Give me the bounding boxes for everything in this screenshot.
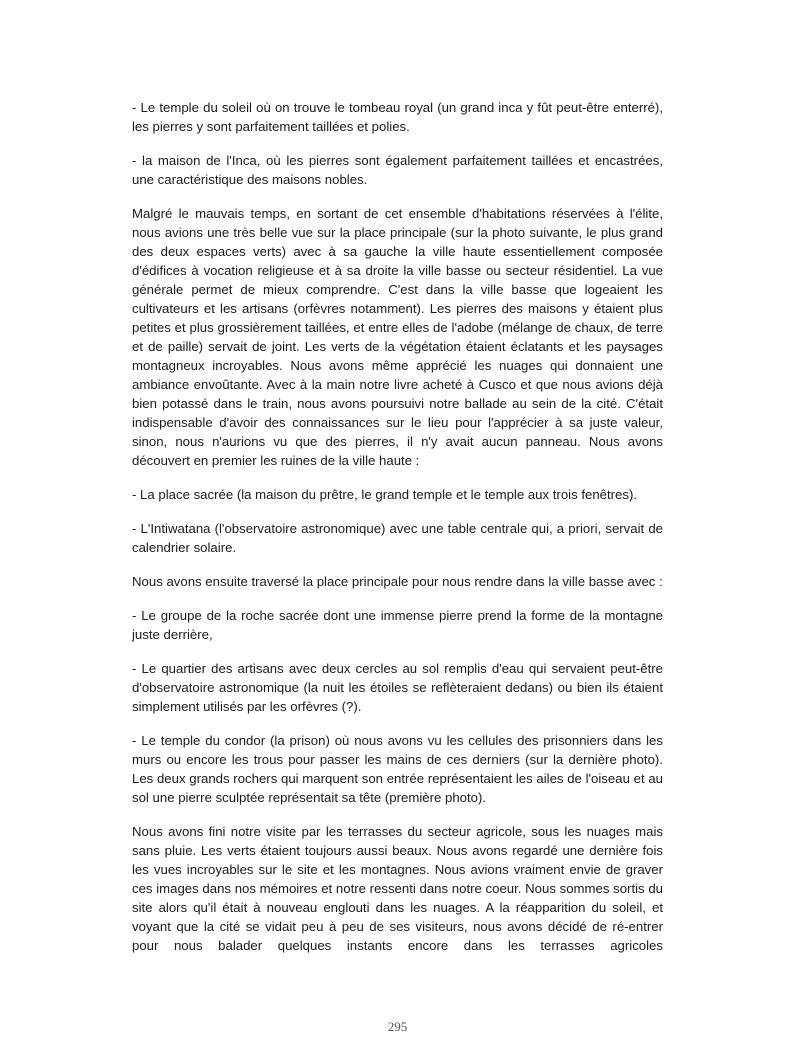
paragraph-roche-sacree: - Le groupe de la roche sacrée dont une immense pierre prend la forme de la montagne juste derrière, [132,608,663,642]
paragraph-vue-place-principale: Malgré le mauvais temps, en sortant de cet ensemble d'habitations réservées à l'élite, nous avions une très belle vue sur la place principale (sur la photo suivante, le plus grand des deux espaces verts) avec à sa gauche la ville haute essentiellement composée d'édifices à vocation religieuse et à sa droite la ville basse ou secteur résidentiel. La vue générale permet de mieux comprendre. C'est dans la ville basse que logeaient les cultivateurs et les artisans (orfèvres notamment). Les pierres des maisons y étaient plus petites et plus grossièrement taillées, et entre elles de l'adobe (mélange de chaux, de terre et de paille) servait de joint. Les verts de la végétation étaient éclatants et les paysages montagneux incroyables. Nous avons même apprécié les nuages qui donnaient une ambiance envoûtante. Avec à la main notre livre acheté à Cusco et que nous avions déjà bien potassé dans le train, nous avons poursuivi notre ballade au sein de la cité. C'était indispensable d'avoir des connaissances sur le lieu pour l'apprécier à sa juste valeur, sinon, nous n'aurions vu que des pierres, il n'y avait aucun panneau. Nous avons découvert en premier les ruines de la ville haute : [132,206,663,468]
paragraph-ville-basse: Nous avons ensuite traversé la place principale pour nous rendre dans la ville basse avec : [132,574,663,589]
paragraph-intiwatana: - L'Intiwatana (l'observatoire astronomique) avec une table centrale qui, a priori, servait de calendrier solaire. [132,521,663,555]
paragraph-temple-condor: - Le temple du condor (la prison) où nous avons vu les cellules des prisonniers dans les murs ou encore les trous pour passer les mains de ces derniers (sur la dernière photo). Les deux grands rochers qui marquent son entrée représentaient les ailes de l'oiseau et au sol une pierre sculptée représentait sa tête (première photo). [132,733,663,805]
paragraph-terrasses-agricoles: Nous avons fini notre visite par les terrasses du secteur agricole, sous les nuages mais sans pluie. Les verts étaient toujours aussi beaux. Nous avons regardé une dernière fois les vues incroyables sur le site et les montagnes. Nous avions vraiment envie de graver ces images dans nos mémoires et notre ressenti dans notre coeur. Nous sommes sortis du site alors qu'il était à nouveau englouti dans les nuages. A la réapparition du soleil, et voyant que la cité se vidait peu à peu de ses visiteurs, nous avons décidé de ré-entrer pour nous balader quelques instants encore dans les terrasses agricoles [132,824,663,953]
paragraph-temple-soleil: - Le temple du soleil où on trouve le tombeau royal (un grand inca y fût peut-être enterré), les pierres y sont parfaitement taillées et polies. [132,100,663,134]
paragraph-place-sacree: - La place sacrée (la maison du prêtre, le grand temple et le temple aux trois fenêtres). [132,487,638,502]
paragraph-quartier-artisans: - Le quartier des artisans avec deux cercles au sol remplis d'eau qui servaient peut-être d'observatoire astronomique (la nuit les étoiles se reflèteraient dedans) ou bien ils étaient simplement utilisés par les orfèvres (?). [132,661,663,714]
paragraph-maison-inca: - la maison de l'Inca, où les pierres sont également parfaitement taillées et encastrées, une caractéristique des maisons nobles. [132,153,663,187]
page-number: 295 [387,1019,408,1034]
page-body [132,98,663,970]
